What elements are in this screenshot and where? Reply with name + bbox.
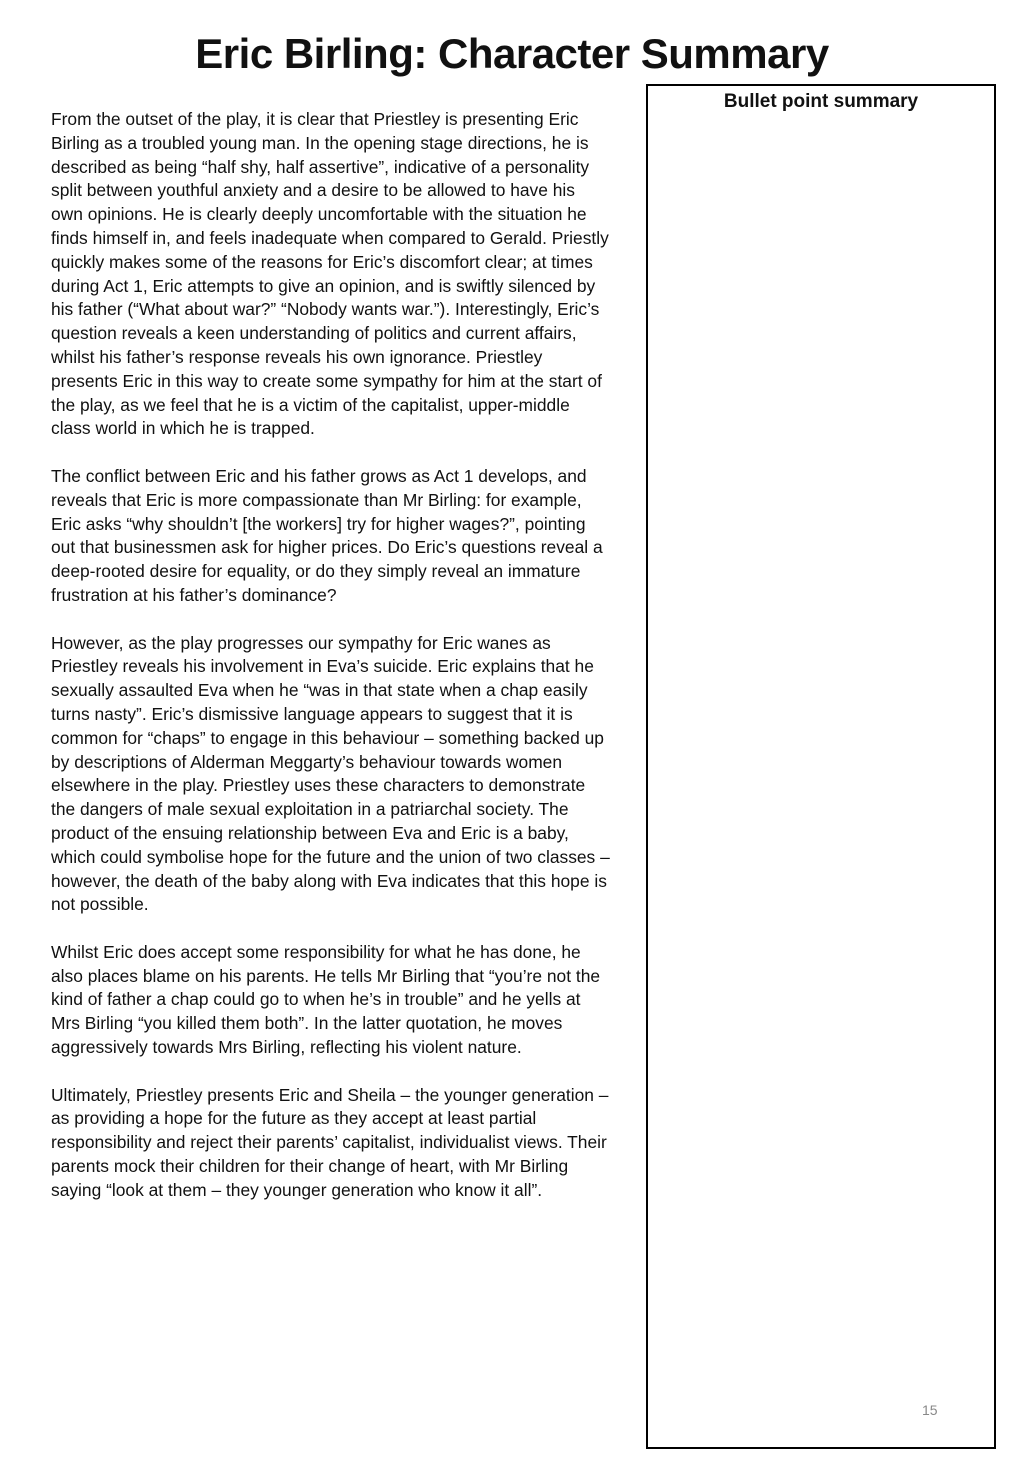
page-title: Eric Birling: Character Summary [195, 30, 829, 77]
summary-text [51, 108, 611, 1226]
page-number: 15 [922, 1402, 938, 1418]
paragraph: However, as the play progresses our sympathy for Eric wanes as Priestley reveals his involvement in Eva’s suicide. Eric explains that he sexually assaulted Eva when he “was in that state when a chap easily turns nasty”. Eric’s dismissive language appears to suggest that it is common for “chaps” to engage in this behaviour – something backed up by descriptions of Alderman Meggarty’s behaviour towards women elsewhere in the play. Priestley uses these characters to demonstrate the dangers of male sexual exploitation in a patriarchal society. The product of the ensuing relationship between Eva and Eric is a baby, which could symbolise hope for the future and the union of two classes – however, the death of the baby along with Eva indicates that this hope is not possible. [51, 632, 610, 915]
bullet-point-summary-heading: Bullet point summary [723, 91, 919, 112]
bullet-point-summary-box [646, 84, 996, 1449]
paragraph: Whilst Eric does accept some responsibility for what he has done, he also places blame on his parents. He tells Mr Birling that “you’re not the kind of father a chap could go to when he’s in trouble” and he yells at Mrs Birling “you killed them both”. In the latter quotation, he moves aggressively towards Mrs Birling, reflecting his violent nature. [51, 941, 601, 1058]
paragraph: The conflict between Eric and his father grows as Act 1 develops, and reveals that Eric is more compassionate than Mr Birling: for example, Eric asks “why shouldn’t [the workers] try for higher wages?”, pointing out that businessmen ask for higher prices. Do Eric’s questions reveal a deep-rooted desire for equality, or do they simply reveal an immature frustration at his father’s dominance? [51, 465, 603, 605]
paragraph: Ultimately, Priestley presents Eric and Sheila – the younger generation – as providing a hope for the future as they accept at least partial responsibility and reject their parents’ capitalist, individualist views. Their parents mock their children for their change of heart, with Mr Birling saying “look at them – they younger generation who know it all”. [51, 1084, 609, 1200]
paragraph: From the outset of the play, it is clear that Priestley is presenting Eric Birling as a troubled young man. In the opening stage directions, he is described as being “half shy, half assertive”, indicative of a personality split between youthful anxiety and a desire to be allowed to have his own opinions. He is clearly deeply uncomfortable with the situation he finds himself in, and feels inadequate when compared to Gerald. Priestly quickly makes some of the reasons for Eric’s discomfort clear; at times during Act 1, Eric attempts to give an opinion, and is swiftly silenced by his father (“What about war?” “Nobody wants war.”). Interestingly, Eric’s question reveals a keen understanding of politics and current affairs, whilst his father’s response reveals his own ignorance. Priestley presents Eric in this way to create some sympathy for him at the start of the play, as we feel that he is a victim of the capitalist, upper-middle class world in which he is trapped. [51, 109, 609, 439]
